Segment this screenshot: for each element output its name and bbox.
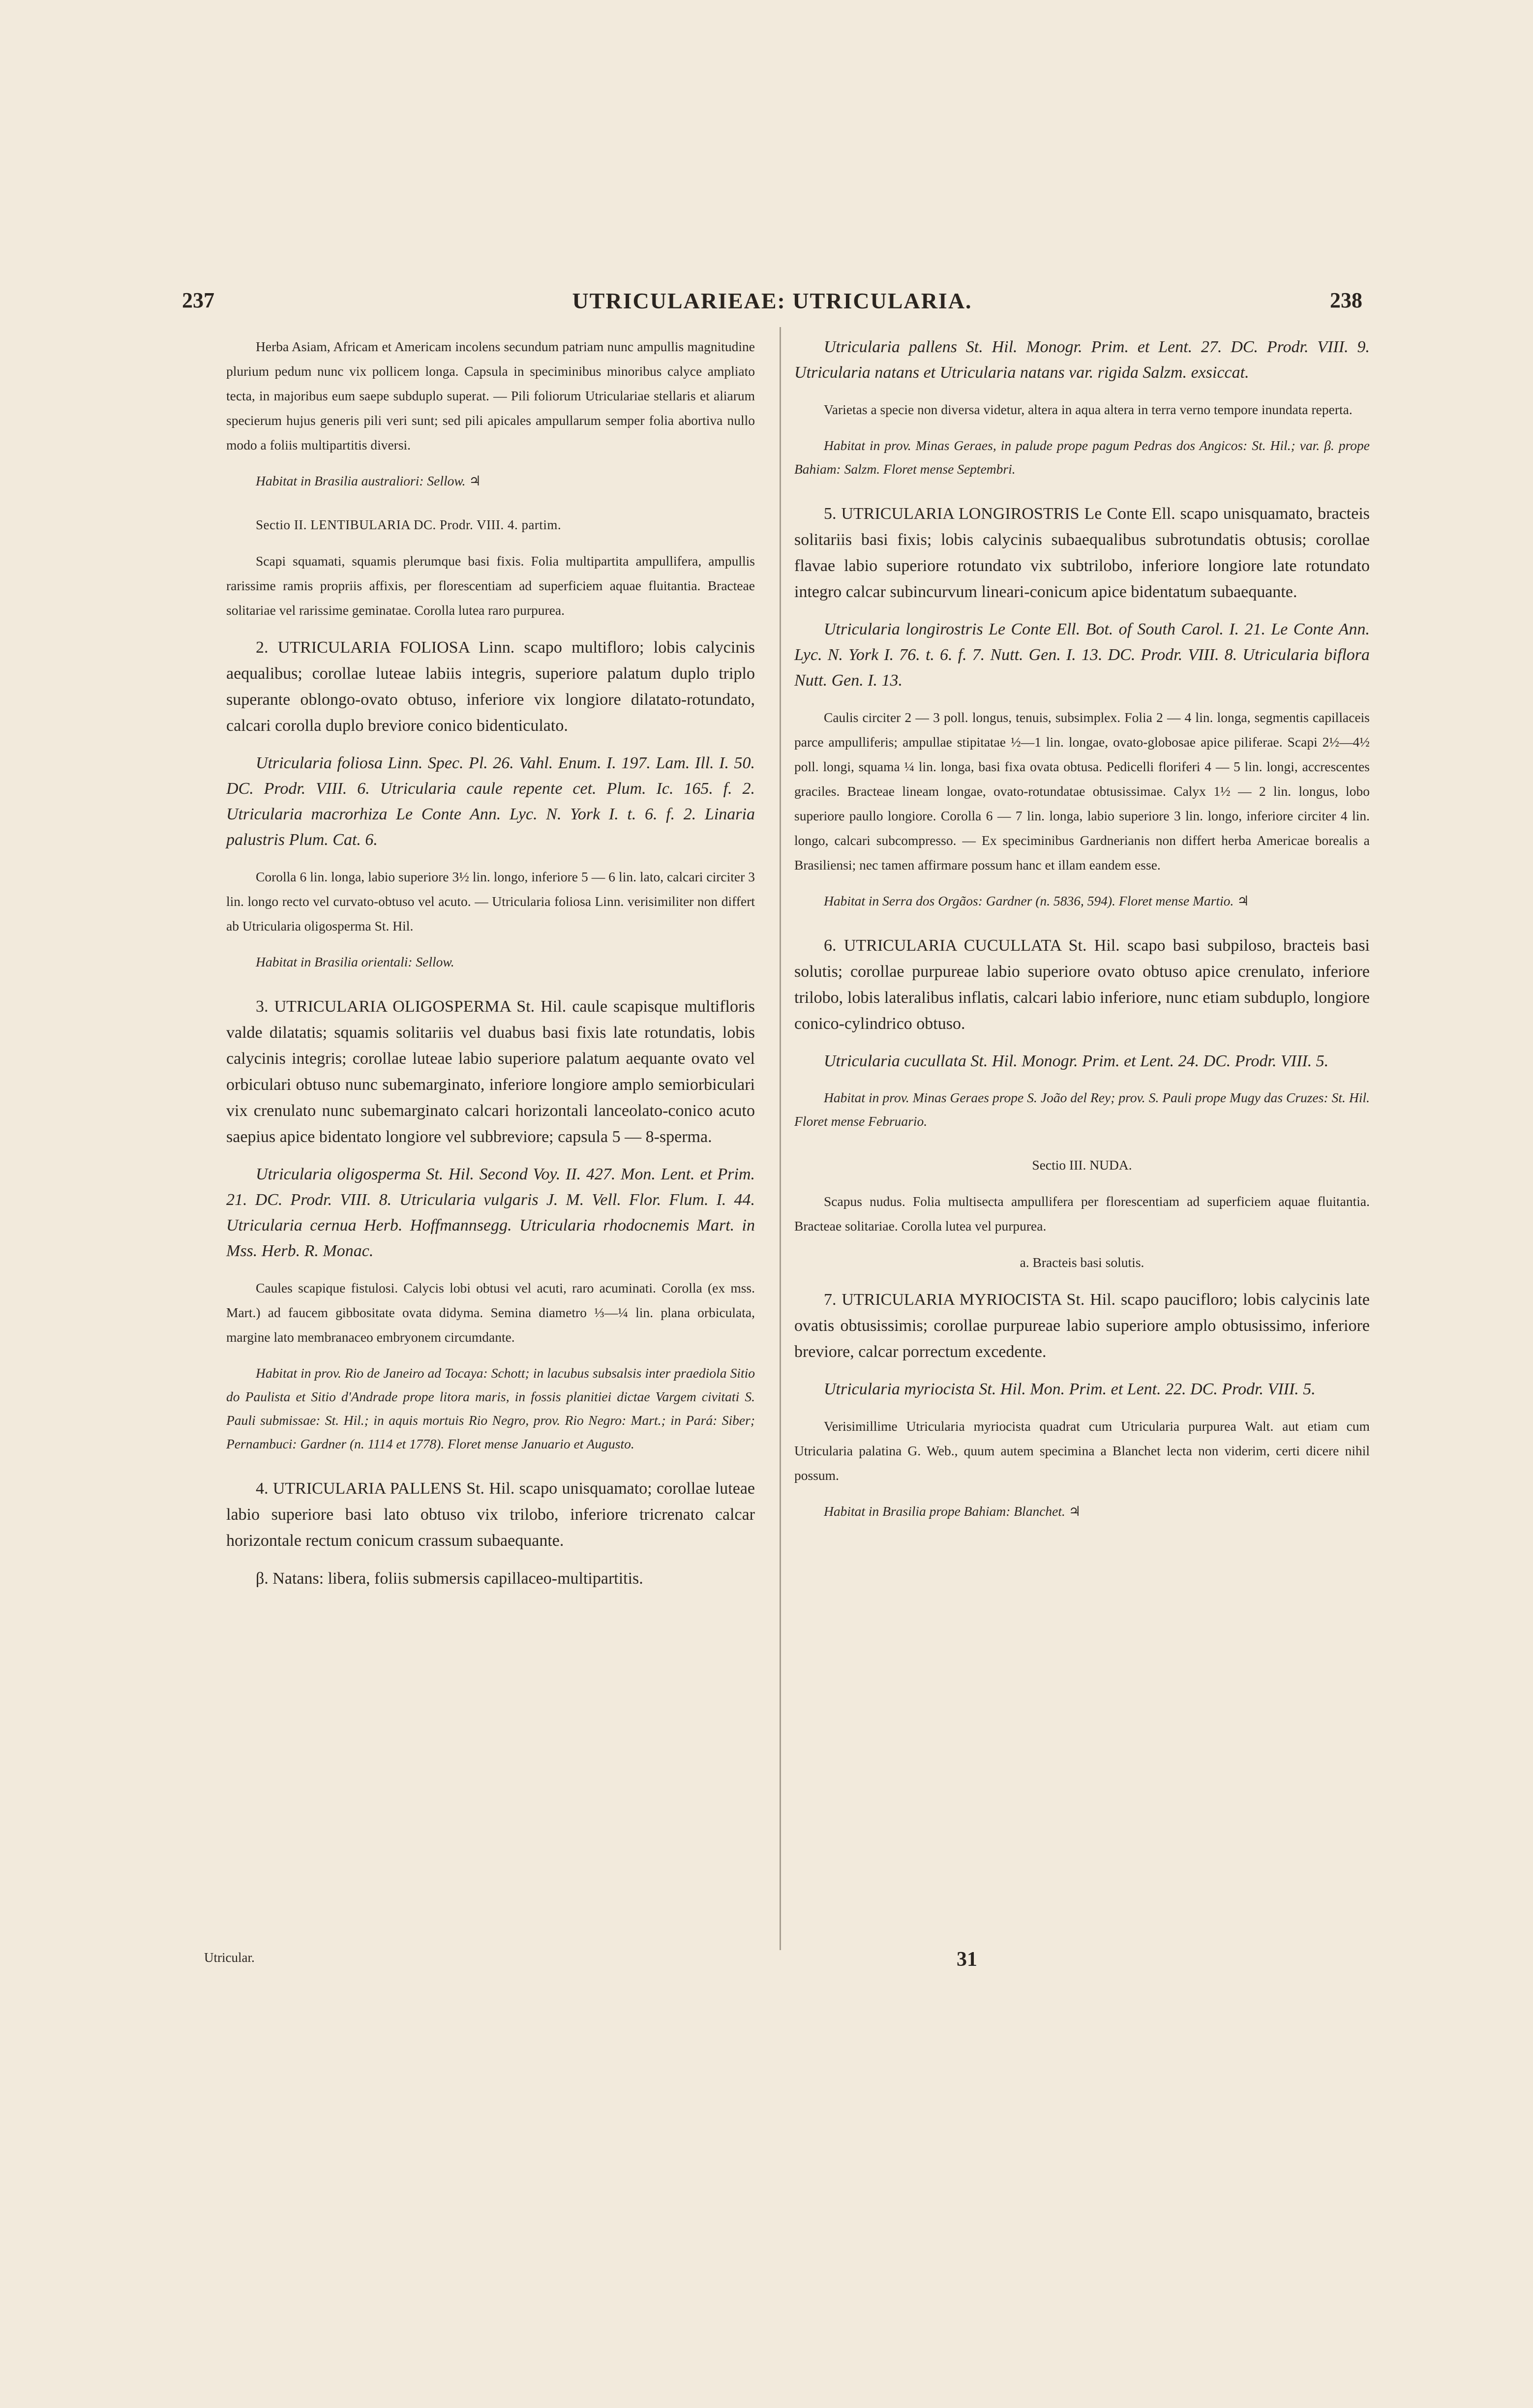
habitat-note: Habitat in Brasilia prope Bahiam: Blanchet. ♃ [824, 1504, 1081, 1519]
synonyms: Utricularia longirostris Le Conte Ell. Bot. of South Carol. I. 21. Le Conte Ann. Lyc. N. York I. 76. t. 6. f. 7. Nutt. Gen. I. 13. DC. Prodr. VIII. 8. Utricularia biflora Nutt. Gen. I. 13. [794, 620, 1370, 690]
catchword: Utricular. [204, 1950, 255, 1965]
description: Caulis circiter 2 — 3 poll. longus, tenuis, subsimplex. Folia 2 — 4 lin. longa, segmentis capillaceis parce ampulliferis; ampullae stipitatae ½—1 lin. longae, ovato-globosae apice piliferae. Scapi 2½—4½ poll. longi, squama ¼ lin. longa, basi fixa ovata obtusa. Pedicelli floriferi 4 — 5 lin. longi, accrescentes graciles. Bracteae lineam longae, ovato-rotundatae obtusissimae. Calyx 1½ — 2 lin. longus, lobo superiore paullo longiore. Corolla 6 — 7 lin. longa, labio superiore 3 lin. longo, inferiore circiter 4 lin. longo, calcari subcompresso. — Ex speciminibus Gardnerianis non differt herba Americae borealis a Brasiliensi; nec tamen affirmare possum hanc et illam eandem esse. [794, 710, 1370, 873]
section-heading: Sectio II. LENTIBULARIA DC. Prodr. VIII. 4. partim. [256, 517, 562, 532]
synonyms: Utricularia myriocista St. Hil. Mon. Prim. et Lent. 22. DC. Prodr. VIII. 5. [824, 1380, 1316, 1398]
synonyms: Utricularia foliosa Linn. Spec. Pl. 26. Vahl. Enum. I. 197. Lam. Ill. I. 50. DC. Prodr. VIII. 6. Utricularia caule repente cet. Plum. Ic. 165. f. 2. Utricularia macrorhiza Le Conte Ann. Lyc. N. York I. t. 6. f. 2. Linaria palustris Plum. Cat. 6. [226, 754, 755, 849]
habitat-note: Habitat in prov. Minas Geraes prope S. João del Rey; prov. S. Pauli prope Mugy das Cruzes: St. Hil. Floret mense Februario. [794, 1090, 1370, 1129]
habitat-note: Habitat in prov. Rio de Janeiro ad Tocaya: Schott; in lacubus subsalsis inter praediola Sitio do Paulista et Sitio d'Andrade prope litora maris, in fossis planitiei dictae Vargem civitati S. Pauli submissae: St. Hil.; in aquis mortuis Rio Negro, prov. Rio Negro: Mart.; in Pará: Siber; Pernambuci: Gardner (n. 1114 et 1778). Floret mense Januario et Augusto. [226, 1365, 755, 1451]
species-entry: 4. UTRICULARIA PALLENS St. Hil. scapo unisquamato; corollae luteae labio superiore basi lato obtuso vix trilobo, inferiore tricrenato calcar horizontale rectum conicum crassum subaequante. [226, 1479, 755, 1550]
page-number-right: 238 [1330, 288, 1362, 312]
signature-number: 31 [957, 1948, 977, 1971]
paragraph: Scapus nudus. Folia multisecta ampullifera per florescentiam ad superficiem aquae fluitantia. Bracteae solitariae. Corolla lutea vel purpurea. [794, 1194, 1370, 1234]
variety-entry: β. Natans: libera, foliis submersis capillaceo-multipartitis. [256, 1569, 643, 1588]
paragraph: Scapi squamati, squamis plerumque basi fixis. Folia multipartita ampullifera, ampullis rarissime ramis propriis affixis, per florescentiam ad superficiem aquae fluitantia. Bracteae solitariae vel rarissime geminatae. Corolla lutea raro purpurea. [226, 553, 755, 618]
species-entry: 6. UTRICULARIA CUCULLATA St. Hil. scapo basi subpiloso, bracteis basi solutis; corollae purpureae labio superiore ovato obtuso apice crenulato, inferiore trilobo, lobis lateralibus inflatis, calcari labio inferiore, nunc etiam subduplo, longiore conico-cylindrico obtuso. [794, 936, 1370, 1033]
subsection-heading: a. Bracteis basi solutis. [1020, 1255, 1144, 1270]
page-header [182, 288, 1362, 322]
page-number-left: 237 [182, 288, 214, 312]
synonyms: Utricularia pallens St. Hil. Monogr. Prim. et Lent. 27. DC. Prodr. VIII. 9. Utricularia natans et Utricularia natans var. rigida Salzm. exsiccat. [794, 338, 1370, 382]
species-entry: 3. UTRICULARIA OLIGOSPERMA St. Hil. caule scapisque multifloris valde dilatatis; squamis solitariis vel duabus basi fixis late rotundatis, lobis calycinis integris; corollae luteae labio superiore palatum aequante ovato vel orbiculari obtuso nunc subemarginato, inferiore longiore amplo semiorbiculari vix crenulato nunc subemarginato calcari horizontali lanceolato-conico acuto saepius apice bidentato longiore vel subbreviore; capsula 5 — 8-sperma. [226, 997, 755, 1146]
species-entry: 5. UTRICULARIA LONGIROSTRIS Le Conte Ell. scapo unisquamato, bracteis solitariis basi fixis; lobis calycinis subaequalibus subrotundatis obtusis; corollae flavae labio superiore rotundato vix subtrilobo, inferiore longiore late rotundato integro calcar subincurvum lineari-conicum apice bidentatum subaequante. [794, 505, 1370, 601]
description: Caules scapique fistulosi. Calycis lobi obtusi vel acuti, raro acuminati. Corolla (ex mss. Mart.) ad faucem gibbositate ovata didyma. Semina diametro ⅓—¼ lin. plana orbiculata, margine lato membranaceo embryonem circumdante. [226, 1280, 755, 1345]
habitat-note: Habitat in Serra dos Orgãos: Gardner (n. 5836, 594). Floret mense Martio. ♃ [824, 893, 1249, 908]
description: Verisimillime Utricularia myriocista quadrat cum Utricularia purpurea Walt. aut etiam cum Utricularia palatina G. Web., quum autem specimina a Blanchet lecta non viderim, certi dicere nihil possum. [794, 1418, 1370, 1483]
column-divider [780, 327, 781, 1950]
habitat-note: Habitat in prov. Minas Geraes, in palude prope pagum Pedras dos Angicos: St. Hil.; var. β. prope Bahiam: Salzm. Floret mense Septembri. [794, 438, 1370, 477]
synonyms: Utricularia oligosperma St. Hil. Second Voy. II. 427. Mon. Lent. et Prim. 21. DC. Prodr. VIII. 8. Utricularia vulgaris J. M. Vell. Flor. Flum. I. 44. Utricularia cernua Herb. Hoffmannsegg. Utricularia rhodocnemis Mart. in Mss. Herb. R. Monac. [226, 1165, 755, 1260]
section-heading: Sectio III. NUDA. [1032, 1157, 1132, 1173]
habitat-note: Habitat in Brasilia orientali: Sellow. [256, 954, 454, 969]
paragraph: Varietas a specie non diversa videtur, altera in aqua altera in terra verno tempore inundata reperta. [824, 402, 1353, 417]
synonyms: Utricularia cucullata St. Hil. Monogr. Prim. et Lent. 24. DC. Prodr. VIII. 5. [824, 1052, 1329, 1070]
left-column [226, 334, 755, 1592]
description: Corolla 6 lin. longa, labio superiore 3½ lin. longo, inferiore 5 — 6 lin. lato, calcari circiter 3 lin. longo recto vel curvato-obtuso vel acuto. — Utricularia foliosa Linn. verisimiliter non differt ab Utricularia oligosperma St. Hil. [226, 869, 755, 933]
habitat-note: Habitat in Brasilia australiori: Sellow. ♃ [256, 473, 481, 488]
species-entry: 2. UTRICULARIA FOLIOSA Linn. scapo multifloro; lobis calycinis aequalibus; corollae luteae labiis integris, superiore palatum duplo triplo superante oblongo-ovato obtuso, inferiore vix longiore dilatato-rotundato, calcari corolla duplo breviore conico bidenticulato. [226, 638, 755, 735]
right-column [794, 334, 1370, 1523]
species-entry: 7. UTRICULARIA MYRIOCISTA St. Hil. scapo paucifloro; lobis calycinis late ovatis obtusissimis; corollae purpureae labio superiore amplo obtusissimo, inferiore breviore, calcar porrectum excedente. [794, 1291, 1370, 1361]
running-title: UTRICULARIEAE: UTRICULARIA. [572, 288, 972, 313]
paragraph: Herba Asiam, Africam et Americam incolens secundum patriam nunc ampullis magnitudine plurium pedum nunc vix pollicem longa. Capsula in speciminibus minoribus calyce ampliato tecta, in majoribus eum saepe subduplo superat. — Pili foliorum Utriculariae stellaris et aliarum specierum hujus generis pili veri sunt; sed pili apicales ampullarum semper folia abortiva nullo modo a foliis multipartitis diversi. [226, 339, 755, 452]
